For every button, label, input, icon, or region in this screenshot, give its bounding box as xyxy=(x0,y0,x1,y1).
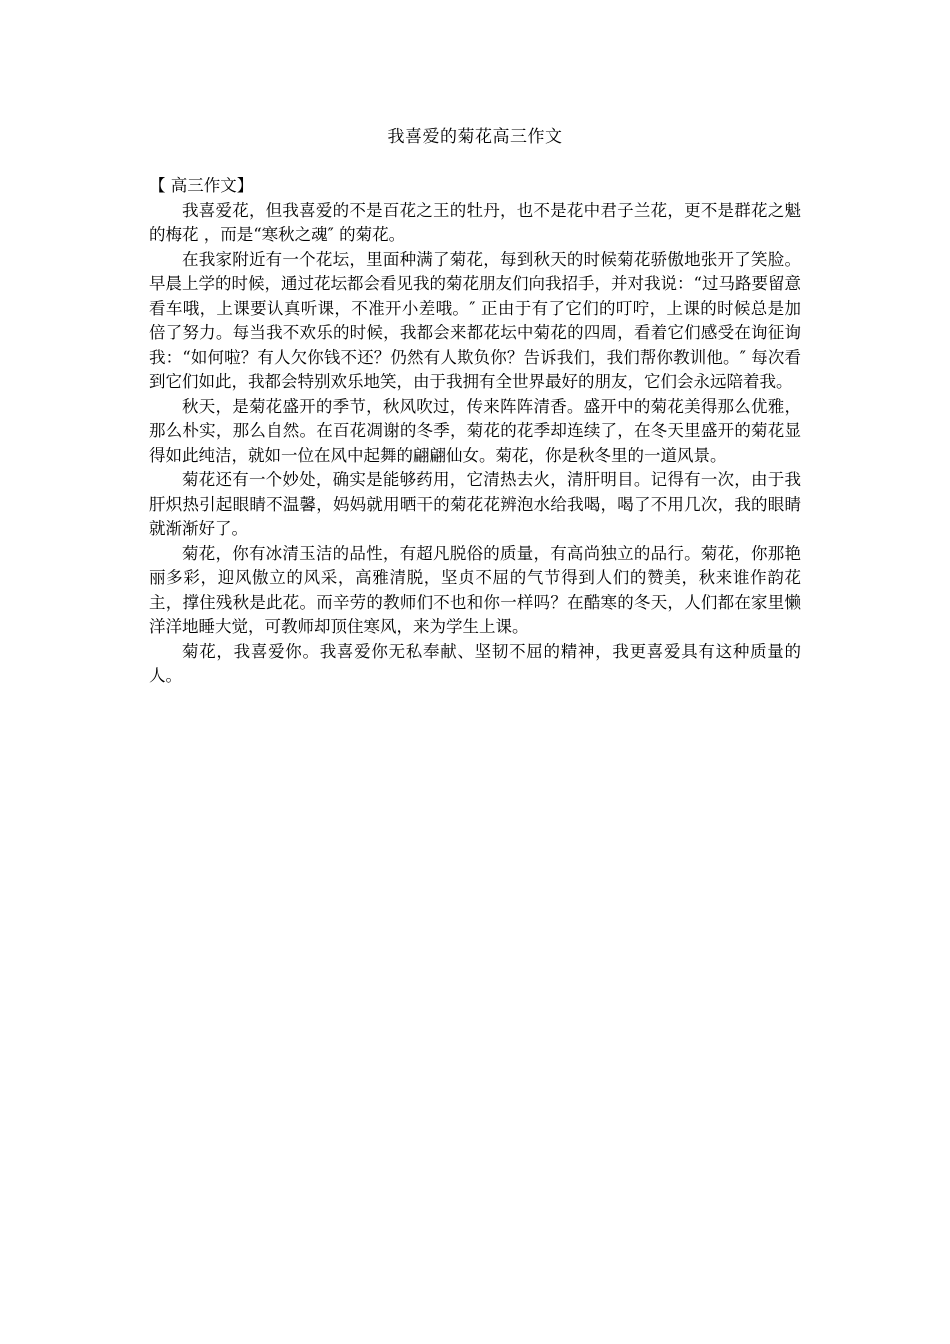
paragraph-2: 在我家附近有一个花坛，里面种满了菊花，每到秋天的时候菊花骄傲地张开了笑脸。早晨上学的时候，通过花坛都会看见我的菊花朋友们向我招手，并对我说：“过马路要留意看车哦，上课要认真听课，不准开小差哦。″ 正由于有了它们的叮咛，上课的时候总是加倍了努力。每当我不欢乐的时候，我都会来都花坛中菊花的四周，看着它们感受在询征询我：“如何啦？有人欠你钱不还？仍然有人欺负你？告诉我们，我们帮你教训他。″ 每次看到它们如此，我都会特别欢乐地笑，由于我拥有全世界最好的朋友，它们会永远陪着我。 xyxy=(149,249,801,391)
paragraph-3: 秋天，是菊花盛开的季节，秋风吹过，传来阵阵清香。盛开中的菊花美得那么优雅，那么朴实，那么自然。在百花凋谢的冬季，菊花的花季却连续了，在冬天里盛开的菊花显得如此纯洁，就如一位在风中起舞的翩翩仙女。菊花，你是秋冬里的一道风景。 xyxy=(149,396,801,465)
paragraph-5: 菊花，你有冰清玉洁的品性，有超凡脱俗的质量，有高尚独立的品行。菊花，你那艳丽多彩，迎风傲立的风采，高雅清脱，坚贞不屈的气节得到人们的赞美，秋来谁作韵花主，撑住残秋是此花。而辛劳的教师们不也和你一样吗？在酷寒的冬天，人们都在家里懒洋洋地睡大觉，可教师却顶住寒风，来为学生上课。 xyxy=(149,543,801,636)
paragraph-4: 菊花还有一个妙处，确实是能够药用，它清热去火，清肝明目。记得有一次，由于我肝炽热引起眼睛不温馨，妈妈就用晒干的菊花花辨泡水给我喝，喝了不用几次，我的眼睛就渐渐好了。 xyxy=(149,470,801,538)
paragraph-6: 菊花，我喜爱你。我喜爱你无私奉献、坚韧不屈的精神，我更喜爱具有这种质量的人。 xyxy=(149,641,801,685)
document-body xyxy=(149,174,801,689)
document-title: 我喜爱的菊花高三作文 xyxy=(387,127,563,147)
category-tag: 【 高三作文】 xyxy=(149,176,254,195)
paragraph-1: 我喜爱花，但我喜爱的不是百花之王的牡丹，也不是花中君子兰花，更不是群花之魁的梅花 ，而是“寒秋之魂″ 的菊花。 xyxy=(149,200,801,244)
